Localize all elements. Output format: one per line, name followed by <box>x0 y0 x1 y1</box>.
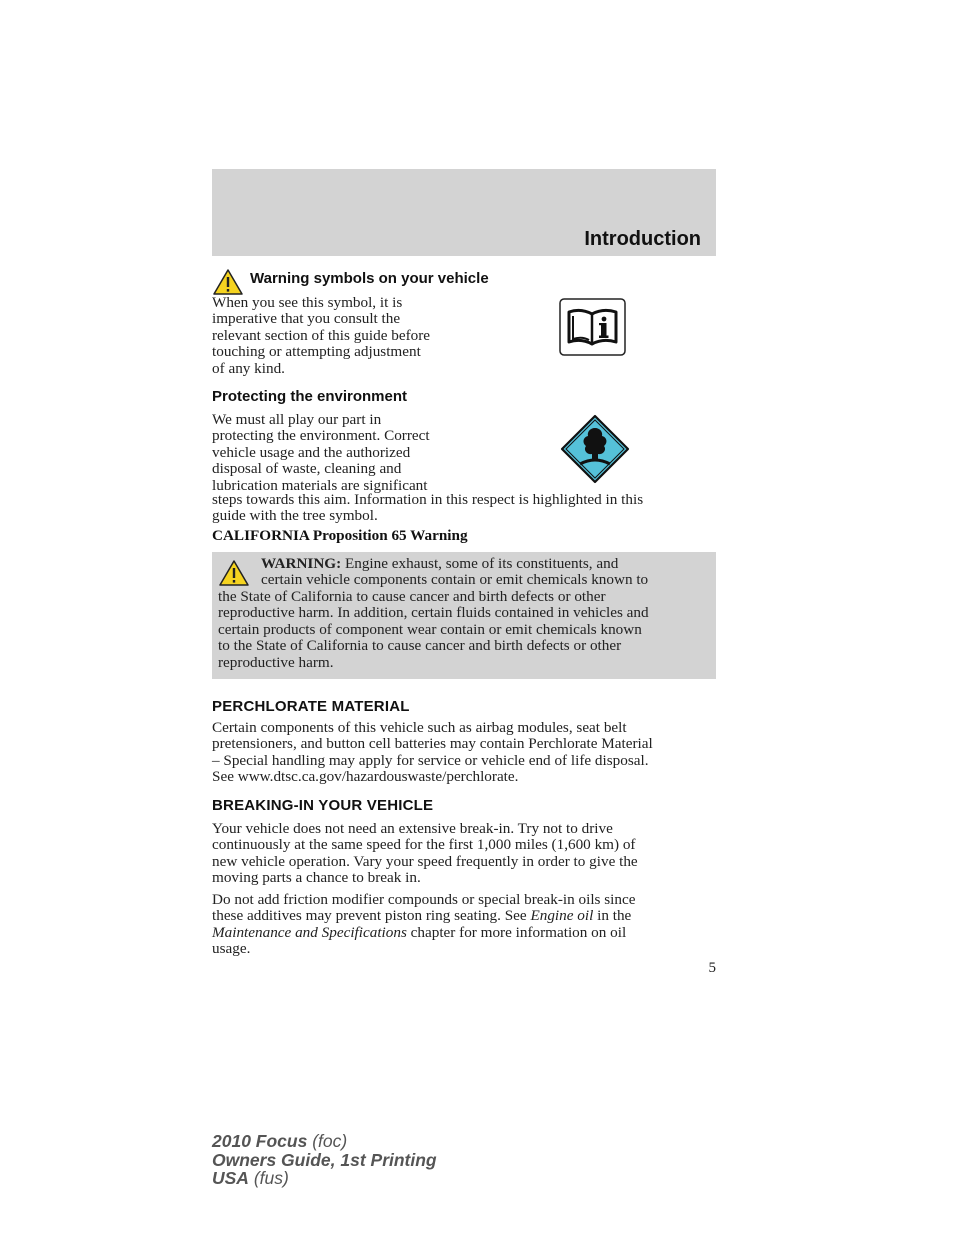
text-line: reproductive harm. <box>218 653 334 671</box>
text-line: See www.dtsc.ca.gov/hazardouswaste/perchlorate. <box>212 768 519 786</box>
text-line: lubrication materials are significant <box>212 476 428 494</box>
text-line: imperative that you consult the <box>212 310 401 328</box>
text-line: Certain components of this vehicle such as airbag modules, seat belt <box>212 719 627 736</box>
prop65-warning-box <box>212 552 716 679</box>
footer-line <box>212 1132 437 1151</box>
text-line: guide with the tree symbol. <box>212 507 378 525</box>
tree-environment-icon <box>560 414 630 484</box>
footer-market-code: (fus) <box>248 1168 289 1188</box>
warning-triangle-icon <box>212 268 244 296</box>
text-line: disposal of waste, cleaning and <box>212 460 402 478</box>
text-line: of any kind. <box>212 359 285 377</box>
environment-text-wide <box>212 492 716 525</box>
footer-line <box>212 1151 437 1170</box>
text-span: chapter for more information on oil <box>406 923 627 941</box>
owner-manual-icon <box>559 298 626 356</box>
prop65-warning-first-line <box>261 556 618 572</box>
warning-symbols-text <box>212 295 430 377</box>
text-span: in the <box>593 907 632 925</box>
section-title: Introduction <box>584 228 701 250</box>
breaking-in-heading: BREAKING-IN YOUR VEHICLE <box>212 797 434 814</box>
text-line: – Special handling may apply for service or vehicle end of life disposal. <box>212 751 649 769</box>
text-line: vehicle usage and the authorized <box>212 443 411 461</box>
text-line <box>212 908 716 924</box>
breaking-in-para-2 <box>212 892 716 958</box>
footer-printing: Owners Guide, 1st Printing <box>212 1149 437 1170</box>
text-line: Your vehicle does not need an extensive break-in. Try not to drive <box>212 820 613 837</box>
california-heading: CALIFORNIA Proposition 65 Warning <box>212 527 468 544</box>
engine-oil-reference: Engine oil <box>530 907 594 925</box>
perchlorate-heading: PERCHLORATE MATERIAL <box>212 698 410 715</box>
breaking-in-para-1 <box>212 821 716 887</box>
footer-market: USA <box>212 1168 249 1188</box>
section-header <box>212 169 716 256</box>
footer-model: 2010 Focus <box>212 1131 308 1151</box>
text-line: Do not add friction modifier compounds or special break-in oils since <box>212 891 636 908</box>
text-line: touching or attempting adjustment <box>212 343 421 361</box>
text-span: Engine exhaust, some of its constituents, and <box>341 555 619 572</box>
text-line: We must all play our part in <box>212 411 382 428</box>
footer-line <box>212 1169 437 1188</box>
warning-triangle-icon <box>218 559 250 587</box>
footer-code: (foc) <box>307 1131 348 1151</box>
text-line: to the State of California to cause cancer and birth defects or other <box>218 637 622 655</box>
text-line <box>212 925 716 941</box>
text-line: new vehicle operation. Vary your speed frequently in order to give the <box>212 852 638 870</box>
text-line: relevant section of this guide before <box>212 326 431 344</box>
environment-text-narrow <box>212 412 430 494</box>
text-line: pretensioners, and button cell batteries may contain Perchlorate Material <box>212 735 653 753</box>
prop65-warning-text <box>218 589 649 671</box>
page-number: 5 <box>708 960 716 976</box>
warning-label: WARNING: <box>261 555 342 572</box>
maintenance-chapter-reference: Maintenance and Specifications <box>212 923 407 941</box>
text-line: usage. <box>212 940 251 958</box>
text-line: moving parts a chance to break in. <box>212 869 421 887</box>
document-footer <box>212 1132 437 1188</box>
text-line: protecting the environment. Correct <box>212 427 430 445</box>
environment-heading: Protecting the environment <box>212 388 408 405</box>
warning-symbols-heading: Warning symbols on your vehicle <box>250 270 489 287</box>
text-line: steps towards this aim. Information in this respect is highlighted in this <box>212 491 644 508</box>
perchlorate-text <box>212 720 716 786</box>
text-line: the State of California to cause cancer and birth defects or other <box>218 588 606 605</box>
text-line: certain products of component wear contain or emit chemicals known <box>218 620 642 638</box>
text-line: reproductive harm. In addition, certain fluids contained in vehicles and <box>218 604 649 622</box>
text-span: these additives may prevent piston ring seating. See <box>212 907 531 925</box>
text-line: When you see this symbol, it is <box>212 294 403 311</box>
text-line: continuously at the same speed for the first 1,000 miles (1,600 km) of <box>212 836 636 854</box>
text-line: certain vehicle components contain or emit chemicals known to <box>261 571 649 588</box>
